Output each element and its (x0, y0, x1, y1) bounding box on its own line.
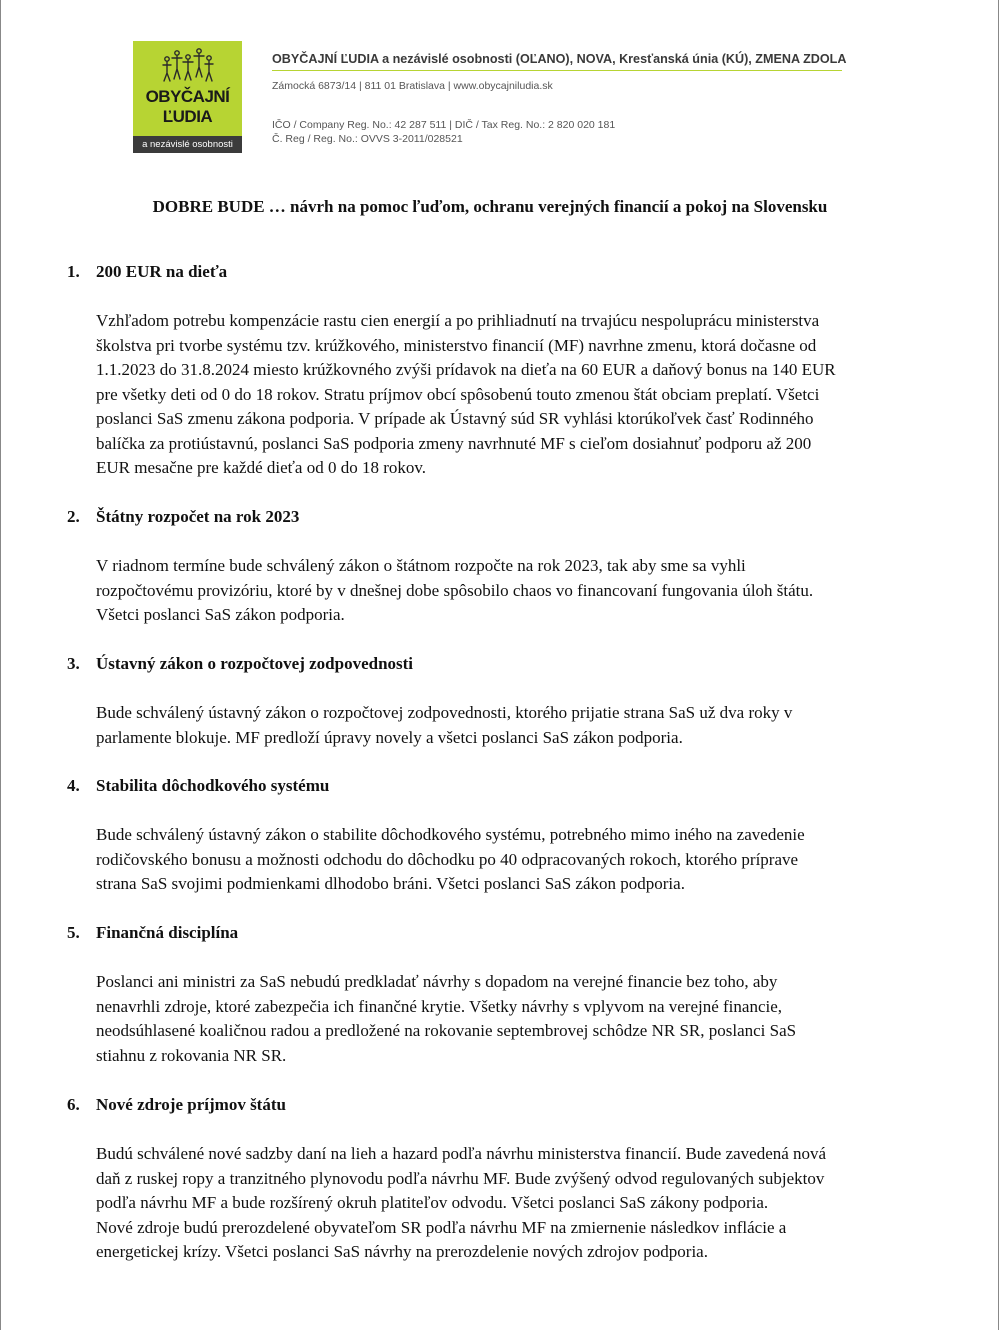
page-edge-right (998, 0, 999, 1330)
section-number: 5. (67, 923, 80, 942)
logo-text-line2: ĽUDIA (162, 107, 213, 126)
paragraph-line: podľa návrhu MF a bude rozšírený okruh platiteľov odvodu. Všetci poslanci SaS zákony podporia. (96, 1193, 769, 1212)
section-heading-2 (67, 507, 299, 527)
section-paragraph-6 (96, 1142, 916, 1265)
paragraph-line: V riadnom termíne bude schválený zákon o štátnom rozpočte na rok 2023, tak aby sme sa vyhli (96, 556, 746, 575)
section-number: 6. (67, 1095, 80, 1114)
section-paragraph-1 (96, 309, 916, 481)
paragraph-line: Všetci poslanci SaS zákon podporia. (96, 605, 345, 624)
section-paragraph-4 (96, 823, 916, 897)
section-heading-text: Ústavný zákon o rozpočtovej zodpovednosti (96, 654, 414, 673)
section-paragraph-5 (96, 970, 916, 1068)
paragraph-line: školstva pri tvorbe systému tzv. krúžkového, ministerstvo financií (MF) navrhne zmenu, ktorá dočasne od (96, 335, 817, 355)
paragraph-line: Poslanci ani ministri za SaS nebudú predkladať návrhy s dopadom na verejné financie bez toho, aby (96, 972, 778, 991)
section-heading-4 (67, 776, 329, 796)
crowd-figures-icon (161, 45, 215, 85)
paragraph-line: Vzhľadom potrebu kompenzácie rastu cien energií a po prihliadnutí na trvajúcu nespoluprácu ministerstva (96, 311, 820, 330)
letterhead-title: OBYČAJNÍ ĽUDIA a nezávislé osobnosti (OĽANO), NOVA, Kresťanská únia (KÚ), ZMENA ZDOLA (272, 52, 847, 66)
letterhead-address: Zámocká 6873/14 | 811 01 Bratislava | www.obycajniludia.sk (272, 80, 553, 92)
letterhead-rule (272, 70, 842, 71)
document-title: DOBRE BUDE … návrh na pomoc ľuďom, ochranu verejných financií a pokoj na Slovensku (152, 197, 828, 216)
section-heading-6 (67, 1095, 286, 1115)
letterhead-registration-1: IČO / Company Reg. No.: 42 287 511 | DIČ / Tax Reg. No.: 2 820 020 181 (272, 119, 616, 131)
paragraph-line: balíčka za protiústavnú, poslanci SaS podporia zmeny navrhnuté MF s cieľom dosiahnuť podporu až 200 (96, 433, 812, 453)
paragraph-line: Bude schválený ústavný zákon o stabilite dôchodkového systému, potrebného mimo iného na zavedenie (96, 825, 805, 844)
section-number: 1. (67, 262, 80, 281)
paragraph-line: poslanci SaS zmenu zákona podporia. V prípade ak Ústavný súd SR vyhlási ktorúkoľvek časť Rodinného (96, 409, 814, 428)
paragraph-line: daň z ruskej ropy a tranzitného plynovodu podľa návrhu MF. Bude zvýšený odvod regulovaných subjektov (96, 1168, 825, 1188)
paragraph-line: energetickej krízy. Všetci poslanci SaS návrhy na prerozdelenie nových zdrojov podporia. (96, 1242, 708, 1261)
section-number: 2. (67, 507, 80, 526)
paragraph-line: pre všetky deti od 0 do 18 rokov. Stratu príjmov obcí spôsobenú touto zmenou štát obciam preplatí. Všetci (96, 384, 820, 404)
section-heading-3 (67, 654, 413, 674)
section-paragraph-2 (96, 554, 916, 628)
paragraph-line: rozpočtovému provizóriu, ktoré by v dnešnej dobe spôsobilo chaos vo financovaní fungovania úloh štátu. (96, 580, 814, 600)
section-heading-1 (67, 262, 227, 282)
section-heading-text: Nové zdroje príjmov štátu (96, 1095, 286, 1114)
paragraph-line: neodsúhlasené koaličnou radou a predložené na rokovanie septembrovej schôdze NR SR, poslanci SaS (96, 1021, 797, 1040)
party-logo (133, 41, 242, 153)
paragraph-line: EUR mesačne pre každé dieťa od 0 do 18 rokov. (96, 458, 426, 477)
paragraph-line: strana SaS svojimi podmienkami dlhodobo bráni. Všetci poslanci SaS zákon podporia. (96, 874, 685, 893)
paragraph-line: Bude schválený ústavný zákon o rozpočtovej zodpovednosti, ktorého prijatie strana SaS už dva roky v (96, 703, 793, 722)
section-heading-text: 200 EUR na dieťa (96, 262, 228, 281)
logo-subtitle: a nezávislé osobnosti (133, 136, 242, 153)
section-heading-text: Stabilita dôchodkového systému (96, 776, 330, 795)
paragraph-line: Nové zdroje budú prerozdelené obyvateľom SR podľa návrhu MF na zmiernenie následkov inflácie a (96, 1217, 787, 1237)
section-heading-text: Štátny rozpočet na rok 2023 (96, 507, 300, 526)
section-heading-5 (67, 923, 238, 943)
letterhead-registration-2: Č. Reg / Reg. No.: OVVS 3-2011/028521 (272, 133, 463, 145)
section-heading-text: Finančná disciplína (96, 923, 239, 942)
paragraph-line: 1.1.2023 do 31.8.2024 miesto krúžkovného zvýši prídavok na dieťa na 60 EUR a daňový bonus na 140 EUR (96, 360, 836, 379)
section-paragraph-3 (96, 701, 916, 750)
paragraph-line: nenavrhli zdroje, ktoré zabezpečia ich finančné krytie. Všetky návrhy s vplyvom na verejné financie, (96, 996, 783, 1016)
paragraph-line: Budú schválené nové sadzby daní na lieh a hazard podľa návrhu ministerstva financií. Bude zavedená nová (96, 1144, 827, 1163)
section-number: 3. (67, 654, 80, 673)
paragraph-line: parlamente blokuje. MF predloží úpravy novely a všetci poslanci SaS zákon podporia. (96, 727, 683, 747)
logo-text-line1: OBYČAJNÍ (145, 87, 230, 106)
paragraph-line: rodičovského bonusu a možnosti odchodu do dôchodku po 40 odpracovaných rokoch, ktorého príprave (96, 849, 799, 869)
section-number: 4. (67, 776, 80, 795)
paragraph-line: stiahnu z rokovania NR SR. (96, 1045, 287, 1065)
